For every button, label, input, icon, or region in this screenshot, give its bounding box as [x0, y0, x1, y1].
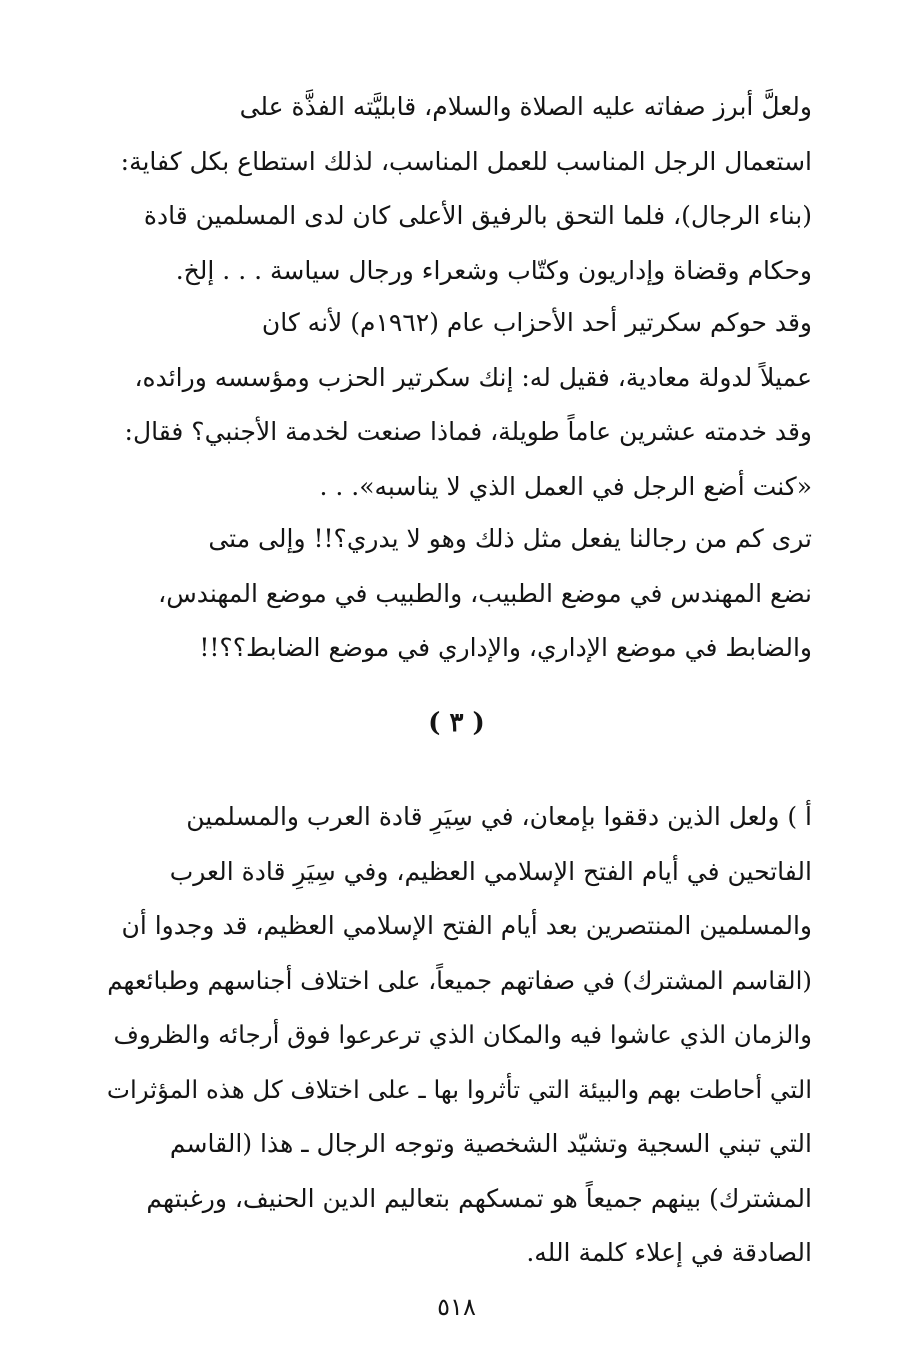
text-line: «كنت أضع الرجل في العمل الذي لا يناسبه». . .	[319, 471, 812, 501]
paragraph-1	[100, 80, 812, 298]
text-line: وحكام وقضاة وإداريون وكتّاب وشعراء ورجال سياسة . . . إلخ.	[175, 255, 812, 285]
text-line: (بناء الرجال)، فلما التحق بالرفيق الأعلى كان لدى المسلمين قادة	[143, 201, 812, 230]
text-line: والزمان الذي عاشوا فيه والمكان الذي ترعرعوا فوق أرجائه والظروف	[113, 1020, 812, 1049]
text-line: والمسلمين المنتصرين بعد أيام الفتح الإسلامي العظيم، قد وجدوا أن	[121, 911, 812, 940]
text-line: عميلاً لدولة معادية، فقيل له: إنك سكرتير الحزب ومؤسسه ورائده،	[134, 362, 812, 392]
paragraph-2	[100, 296, 812, 514]
paragraph-4	[100, 790, 812, 1281]
section-number: ( ٣ )	[428, 708, 485, 738]
paragraph-3	[100, 512, 812, 676]
text-line: نضع المهندس في موضع الطبيب، والطبيب في موضع المهندس،	[158, 578, 812, 608]
text-line: والضابط في موضع الإداري، والإداري في موضع الضابط؟؟!!	[199, 633, 812, 662]
text-line: الصادقة في إعلاء كلمة الله.	[526, 1238, 812, 1267]
page-number: ٥١٨	[437, 1293, 476, 1321]
text-line: ترى كم من رجالنا يفعل مثل ذلك وهو لا يدري؟!! وإلى متى	[208, 524, 812, 553]
text-line: وقد خدمته عشرين عاماً طويلة، فماذا صنعت لخدمة الأجنبي؟ فقال:	[124, 417, 812, 446]
text-line: وقد حوكم سكرتير أحد الأحزاب عام (١٩٦٢م) لأنه كان	[261, 308, 812, 337]
text-line: المشترك) بينهم جميعاً هو تمسكهم بتعاليم الدين الحنيف، ورغبتهم	[146, 1183, 812, 1213]
text-line: التي تبني السجية وتشيّد الشخصية وتوجه الرجال ـ هذا (القاسم	[169, 1129, 812, 1158]
text-line: التي أحاطت بهم والبيئة التي تأثروا بها ـ على اختلاف كل هذه المؤثرات	[106, 1074, 812, 1104]
text-line: ولعلَّ أبرز صفاته عليه الصلاة والسلام، قابليَّته الفذَّة على	[239, 92, 812, 121]
text-line: استعمال الرجل المناسب للعمل المناسب، لذلك استطاع بكل كفاية:	[120, 146, 812, 176]
text-line: (القاسم المشترك) في صفاتهم جميعاً، على اختلاف أجناسهم وطبائعهم	[107, 965, 812, 995]
text-line: الفاتحين في أيام الفتح الإسلامي العظيم، وفي سِيَرِ قادة العرب	[169, 856, 812, 886]
text-line: أ ) ولعل الذين دققوا بإمعان، في سِيَرِ قادة العرب والمسلمين	[186, 802, 812, 831]
